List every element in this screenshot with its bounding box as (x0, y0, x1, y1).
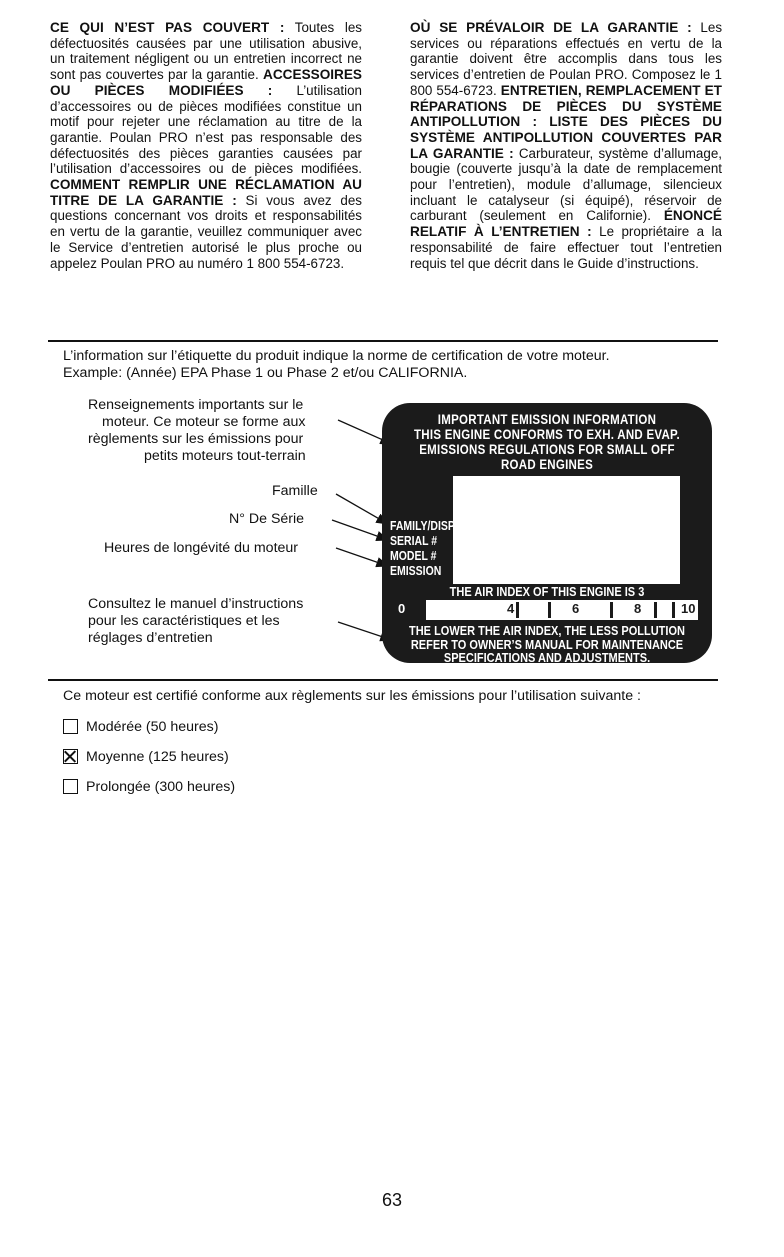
arrow-serie (332, 520, 388, 540)
left-p3-text: Si vous avez des questions concernant vos droits et responsabilités en vertu de la garantie, veuillez communiquer avec le Service d’entretien autorisé le plus proche ou appelez Poulan PRO au numéro 1 800 554-6723. (50, 192, 362, 271)
scale-label-6: 6 (572, 601, 580, 616)
scale-tick (610, 602, 613, 618)
right-p3-heading: ÉNONCÉ RELATIF À L’ENTRETIEN : (410, 208, 722, 240)
label-heures: Heures de longévité du moteur (104, 540, 299, 556)
field-serial: SERIAL # (390, 533, 438, 548)
label-consult-2: pour les caractéristiques et les (88, 613, 280, 629)
decal-footer (405, 624, 689, 663)
option-moyenne (63, 747, 229, 767)
scale-label-3: 3 (472, 601, 480, 616)
arrow-heures (336, 548, 388, 566)
arrow-famille (336, 494, 388, 524)
label-famille: Famille (272, 483, 318, 499)
right-p2-heading: ENTRETIEN, REMPLACEMENT ET RÉPARATIONS DE PIÈCES DU SYSTÈME ANTIPOLLUTION : LISTE DES PIÈCES DU SYSTÈME ANTIPOLLUTION COUVERTES PAR LA GARANTIE : (410, 82, 722, 161)
right-p2-text: Carburateur, système d’allumage, bougie (couverte jusqu’à la date de remplacement pour l’entretien), module d’allumage, silencieux incluant le catalyseur (si équipé), réservoir de carburant (seulement en Californie). (410, 145, 722, 224)
decal-footer-line-1: THE LOWER THE AIR INDEX, THE LESS POLLUTION (409, 623, 685, 638)
label-serie: N° De Série (229, 511, 305, 527)
right-p3-text: Le propriétaire a la responsabilité de faire effectuer tout l’entretien requis tel que décrit dans le Guide d’instructions. (410, 224, 722, 271)
checkbox-moyenne (63, 749, 78, 764)
option-prolongee-label: Prolongée (300 heures) (86, 779, 236, 795)
label-important-2: moteur. Ce moteur se forme aux (102, 414, 306, 430)
right-p1-heading: OÙ SE PRÉVALOIR DE LA GARANTIE : (410, 20, 692, 35)
emission-decal (382, 403, 712, 663)
scale-label-4: 4 (507, 601, 515, 616)
decal-blank-field (453, 476, 680, 584)
scale-label-8: 8 (634, 601, 642, 616)
divider-bottom (48, 679, 718, 681)
checkbox-prolongee (63, 779, 78, 794)
scale-tick (548, 602, 551, 618)
label-important-1: Renseignements importants sur le (88, 397, 304, 413)
left-p2-text: L’utilisation d’accessoires ou de pièces modifiées constitue un motif pour rejeter une réclamation au titre de la garantie. Poulan PRO n’est pas responsable des défectuosités des pièces garanties causées par l’utilisation d’accessoires ou de pièces modifiées. (50, 82, 362, 177)
label-consult-1: Consultez le manuel d’instructions (88, 596, 304, 612)
option-prolongee (63, 777, 235, 797)
option-moderee-label: Modérée (50 heures) (86, 719, 219, 735)
info-line-1: L’information sur l’étiquette du produit indique la norme de certification de votre moteur. (63, 348, 610, 364)
decal-header (405, 412, 689, 472)
info-line-2: Example: (Année) EPA Phase 1 ou Phase 2 et/ou CALIFORNIA. (63, 365, 468, 381)
field-family-disp: FAMILY/DISP. (390, 518, 457, 533)
decal-header-line-1: IMPORTANT EMISSION INFORMATION (437, 412, 657, 427)
air-index-title: THE AIR INDEX OF THIS ENGINE IS 3 (449, 584, 645, 599)
left-p2-heading: ACCESSOIRES OU PIÈCES MODIFIÉES : (50, 67, 362, 98)
label-important-4: petits moteurs tout-terrain (144, 448, 306, 464)
page-number: 63 (381, 1190, 403, 1210)
field-model: MODEL # (390, 548, 437, 563)
decal-footer-line-3: SPECIFICATIONS AND ADJUSTMENTS. (443, 650, 651, 663)
label-important-3: règlements sur les émissions pour (88, 431, 304, 447)
left-p1-text: Toutes les défectuosités causées par une utilisation abusive, un traitement négligent ou un entretien incorrect ne sont pas couvertes par la garantie. (50, 20, 362, 83)
decal-header-line-3: EMISSIONS REGULATIONS FOR SMALL OFF (419, 442, 675, 457)
decal-header-line-2: THIS ENGINE CONFORMS TO EXH. AND EVAP. (414, 427, 680, 442)
air-index-scale (396, 600, 698, 620)
option-moderee (63, 717, 219, 737)
scale-tick (654, 602, 657, 618)
scale-tick (516, 602, 519, 618)
decal-footer-line-2: REFER TO OWNER’S MANUAL FOR MAINTENANCE (410, 636, 684, 652)
scale-label-0: 0 (398, 601, 406, 616)
decal-header-line-4: ROAD ENGINES (500, 457, 594, 472)
field-emission: EMISSION (390, 563, 442, 578)
usage-statement: Ce moteur est certifié conforme aux règlements sur les émissions pour l’utilisation suivante : (63, 688, 641, 704)
label-consult-3: réglages d’entretien (88, 630, 213, 646)
checkbox-moderee (63, 719, 78, 734)
right-p1-text: Les services ou réparations effectués en vertu de la garantie doivent être accomplis dans tous les services d’entretien de Poulan PRO. Composez le 1 800 554-6723. (410, 20, 723, 98)
scale-label-10: 10 (681, 601, 696, 616)
option-moyenne-label: Moyenne (125 heures) (86, 749, 229, 765)
left-p3-heading: COMMENT REMPLIR UNE RÉCLAMATION AU TITRE DE LA GARANTIE : (50, 177, 362, 208)
scale-tick (672, 602, 675, 618)
left-p1-heading: CE QUI N’EST PAS COUVERT : (50, 20, 285, 35)
